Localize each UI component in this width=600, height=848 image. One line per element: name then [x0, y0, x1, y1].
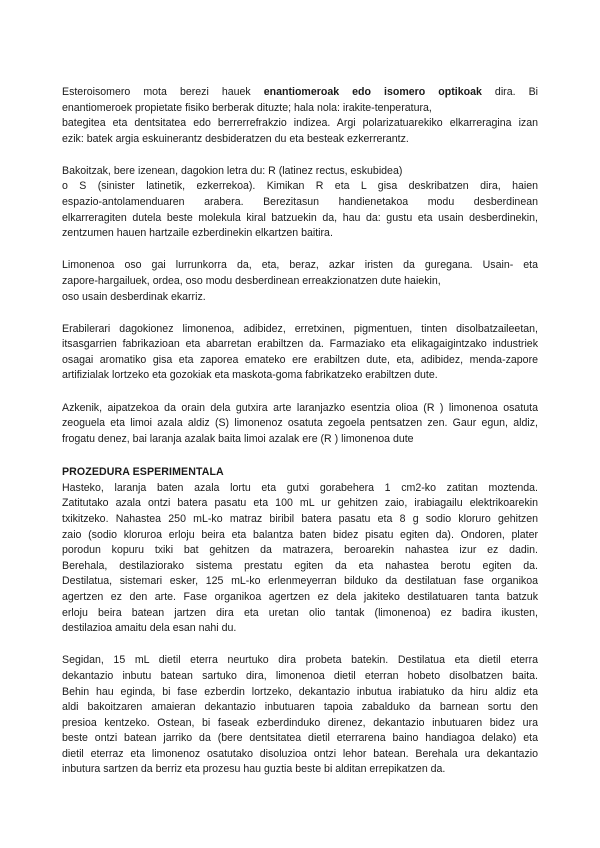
- text-line: frogatu denez, bai laranja azalak baita limoi azalak ere (R ) limonenoa dute: [62, 432, 414, 445]
- text-line: zapore-hargailuek, ordea, oso modu desberdinean erreakzionatzen dute haiekin,: [62, 274, 441, 287]
- text-line: destilazioa amaitu dela esan nahi du.: [62, 622, 237, 635]
- text-line: espazio-antolamenduaren arabera. Berezitasun handienetakoa modu desberdinean: [62, 196, 538, 209]
- text-line: Bakoitzak, bere izenean, dagokion letra du: R (latinez rectus, eskubidea): [62, 164, 403, 177]
- text-line: presioa kentzeko. Ostean, bi faseak ezberdinduko direnez, dekantazio inbutuaren bidez ura: [62, 716, 538, 729]
- paragraph-enantiomers: [62, 85, 538, 147]
- text-line: txikitzeko. Nahastea 250 mL-ko matraz biribil batera pasatu eta 8 g sodio kloruro gehitzen: [62, 513, 538, 526]
- paragraph-volatility: [62, 258, 538, 305]
- text-line: erloju beira batean jartzen dira eta uretan olio tantak (limonenoa) ez badira ikusten,: [62, 606, 538, 619]
- text-line: elkarreragiten dutela beste molekula kiral batzuekin da, hau da: gustu eta usain desberdinekin,: [62, 211, 538, 224]
- text-line: osagai aromatiko gisa eta zaporea emateko ere erabiltzen dute, eta, adibidez, menda-zapore: [62, 353, 538, 366]
- text-line: Segidan, 15 mL dietil eterra neurtuko dira probeta batekin. Destilatua eta dietil eterra: [62, 654, 538, 667]
- paragraph-extraction: [62, 653, 538, 778]
- paragraph-uses: [62, 322, 538, 384]
- text-line: aldi bakoitzaren amaieran dekantazio inbutuaren tapoia zabalduko da barnean sortu den: [62, 701, 538, 714]
- text-line: oso usain desberdinak ekarriz.: [62, 290, 206, 303]
- text-line: beste ontzi batean jarriko da (bere dentsitatea dietil eterrarena baino handiagoa delako) eta: [62, 732, 538, 745]
- text-line: itsasgarrien fabrikazioan eta abarretan erabiltzen da. Farmaziako eta elikagaigintzako industriek: [62, 338, 538, 351]
- text-line: zaio (sodio kloruroa erloju beira eta balantza baten bidez pisatu egiten da). Ondoren, plater: [62, 528, 538, 541]
- paragraph-naming: [62, 164, 538, 242]
- paragraph-distillation: [62, 481, 538, 637]
- text-line: enantiomeroek propietate fisiko berberak dituzte; hala nola: irakite-tenperatura,: [62, 101, 432, 114]
- text-line: Esteroisomero mota berezi hauek enantiomeroak edo isomero optikoak dira. Bi: [62, 86, 538, 98]
- text-line: zeoguela eta limoi azala aldiz (S) limonenoz osatuta zegoela pentsatzen zen. Gaur egun, aldiz,: [62, 417, 538, 430]
- text-line: zentzumen hauen hartzaile ezberdinekin elkartzen baitira.: [62, 227, 333, 240]
- text-line: Zatitutako azala ontzi batera pasatu eta 100 mL ur gehitzen zaio, irabiagailu elektrikoarekin: [62, 497, 538, 510]
- text-line: bategitea eta dentsitatea edo berrerrefrakzio indizea. Argi polarizatuarekiko elkarreragina izan: [62, 117, 538, 130]
- text-line: artifizialak lortzeko eta gozokiak eta maskota-goma fabrikatzeko erabiltzen dute.: [62, 369, 438, 382]
- text-line: Berehala, destilaziorako sistema prestatu egiten da eta nahastea berotu egiten da.: [62, 559, 538, 572]
- paragraph-conclusion: [62, 401, 538, 448]
- text-line: dekantazio inbutu batean sartuko dira, limonenoa dietil eterran hobeto disolbatzen baita.: [62, 669, 538, 682]
- text-line: Hasteko, laranja baten azala lortu eta gutxi gorabehera 1 cm2-ko zatitan moztenda.: [62, 481, 538, 494]
- text-line: Limonenoa oso gai lurrunkorra da, eta, beraz, azkar iristen da guregana. Usain- eta: [62, 259, 538, 272]
- bold-term: enantiomeroak edo isomero optikoak: [263, 86, 482, 98]
- text-line: ezik: batek argia eskuinerantz desbideratzen du eta besteak ezkerrerantz.: [62, 132, 409, 145]
- text-line: o S (sinister latinetik, ezkerrekoa). Kimikan R eta L gisa deskribatzen dira, haien: [62, 180, 538, 193]
- text-line: Destilatua, sistemari esker, 125 mL-ko erlenmeyerran bilduko da destilatuan fase organikoa: [62, 575, 538, 588]
- text-line: Behin hau eginda, bi fase ezberdin lortzeko, dekantazio inbutua irabiatuko da hiru aldiz eta: [62, 685, 538, 698]
- text-line: porodun kopuru txiki bat gehitzen da matrazera, beroarekin nahastea izur ez dadin.: [62, 544, 538, 557]
- text-line: dietil eterraz eta limonenoz osatutako disoluzioa ontzi lehor batean. Berehala ura dekantazio: [62, 747, 538, 760]
- text-line: inbutura sartzen da berriz eta prozesu hau guztia beste bi alditan errepikatzen da.: [62, 763, 446, 776]
- text-line: Azkenik, aipatzekoa da orain dela gutxira arte laranjazko esentzia olioa (R ) limonenoa osatuta: [62, 401, 538, 414]
- section-heading: PROZEDURA ESPERIMENTALA: [62, 466, 224, 479]
- text-line: agertzen ez den arte. Fase organikoa agertzen ez dela jakiteko destilatuaren tanta batzuk: [62, 591, 538, 604]
- text-line: Erabilerari dagokionez limonenoa, adibidez, erretxinen, pigmentuen, tinten disolbatzaileetan,: [62, 322, 538, 335]
